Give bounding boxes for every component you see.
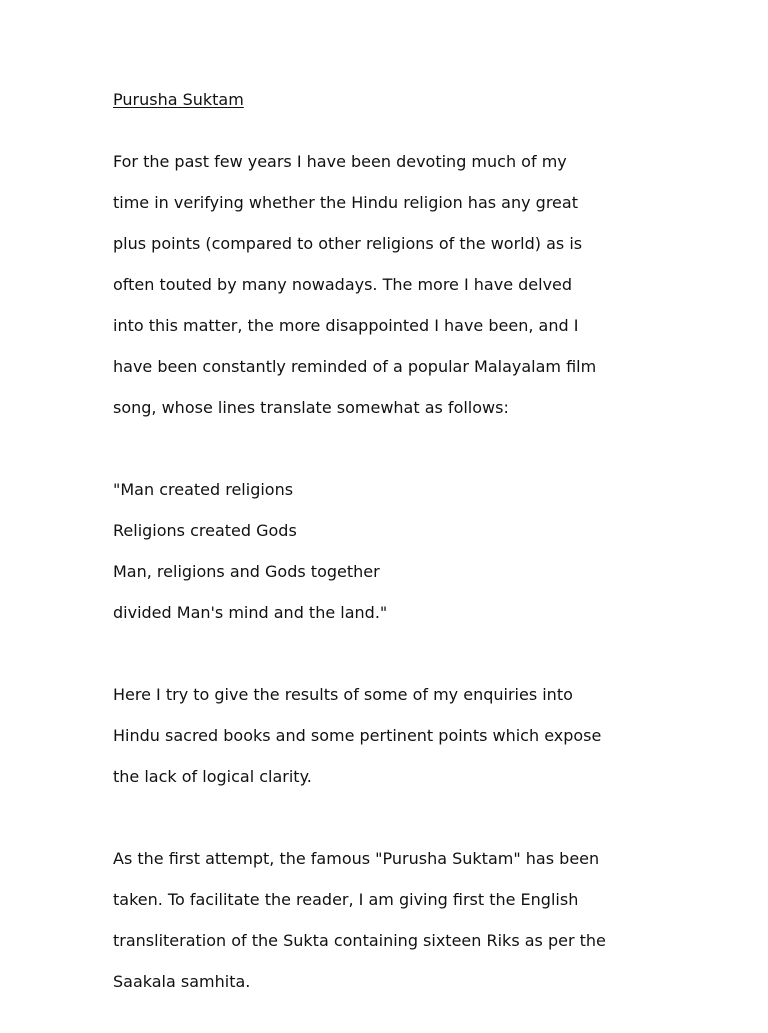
text-line: Here I try to give the results of some of my enquiries into: [113, 684, 573, 704]
text-line: taken. To facilitate the reader, I am giving first the English: [113, 889, 579, 909]
text-line: Saakala samhita.: [113, 971, 251, 991]
text-line: As the first attempt, the famous "Purusha Suktam" has been: [113, 848, 600, 868]
enquiry-paragraph: [113, 664, 673, 808]
quote-line: "Man created religions: [113, 479, 294, 499]
document-title: Purusha Suktam: [113, 90, 244, 109]
text-line: plus points (compared to other religions of the world) as is: [113, 233, 583, 253]
text-line: For the past few years I have been devoting much of my: [113, 151, 567, 171]
text-line: have been constantly reminded of a popular Malayalam film: [113, 356, 597, 376]
quote-line: Religions created Gods: [113, 520, 297, 540]
text-line: the lack of logical clarity.: [113, 766, 312, 786]
text-line: often touted by many nowadays. The more I have delved: [113, 274, 573, 294]
document-page: [113, 90, 673, 1033]
intro-paragraph: [113, 131, 673, 439]
text-line: time in verifying whether the Hindu religion has any great: [113, 192, 578, 212]
song-quote: [113, 459, 673, 644]
text-line: into this matter, the more disappointed I have been, and I: [113, 315, 579, 335]
quote-line: divided Man's mind and the land.": [113, 602, 388, 622]
text-line: transliteration of the Sukta containing sixteen Riks as per the: [113, 930, 606, 950]
quote-line: Man, religions and Gods together: [113, 561, 380, 581]
text-line: Hindu sacred books and some pertinent points which expose: [113, 725, 602, 745]
text-line: song, whose lines translate somewhat as follows:: [113, 397, 509, 417]
attempt-paragraph: [113, 828, 673, 1013]
